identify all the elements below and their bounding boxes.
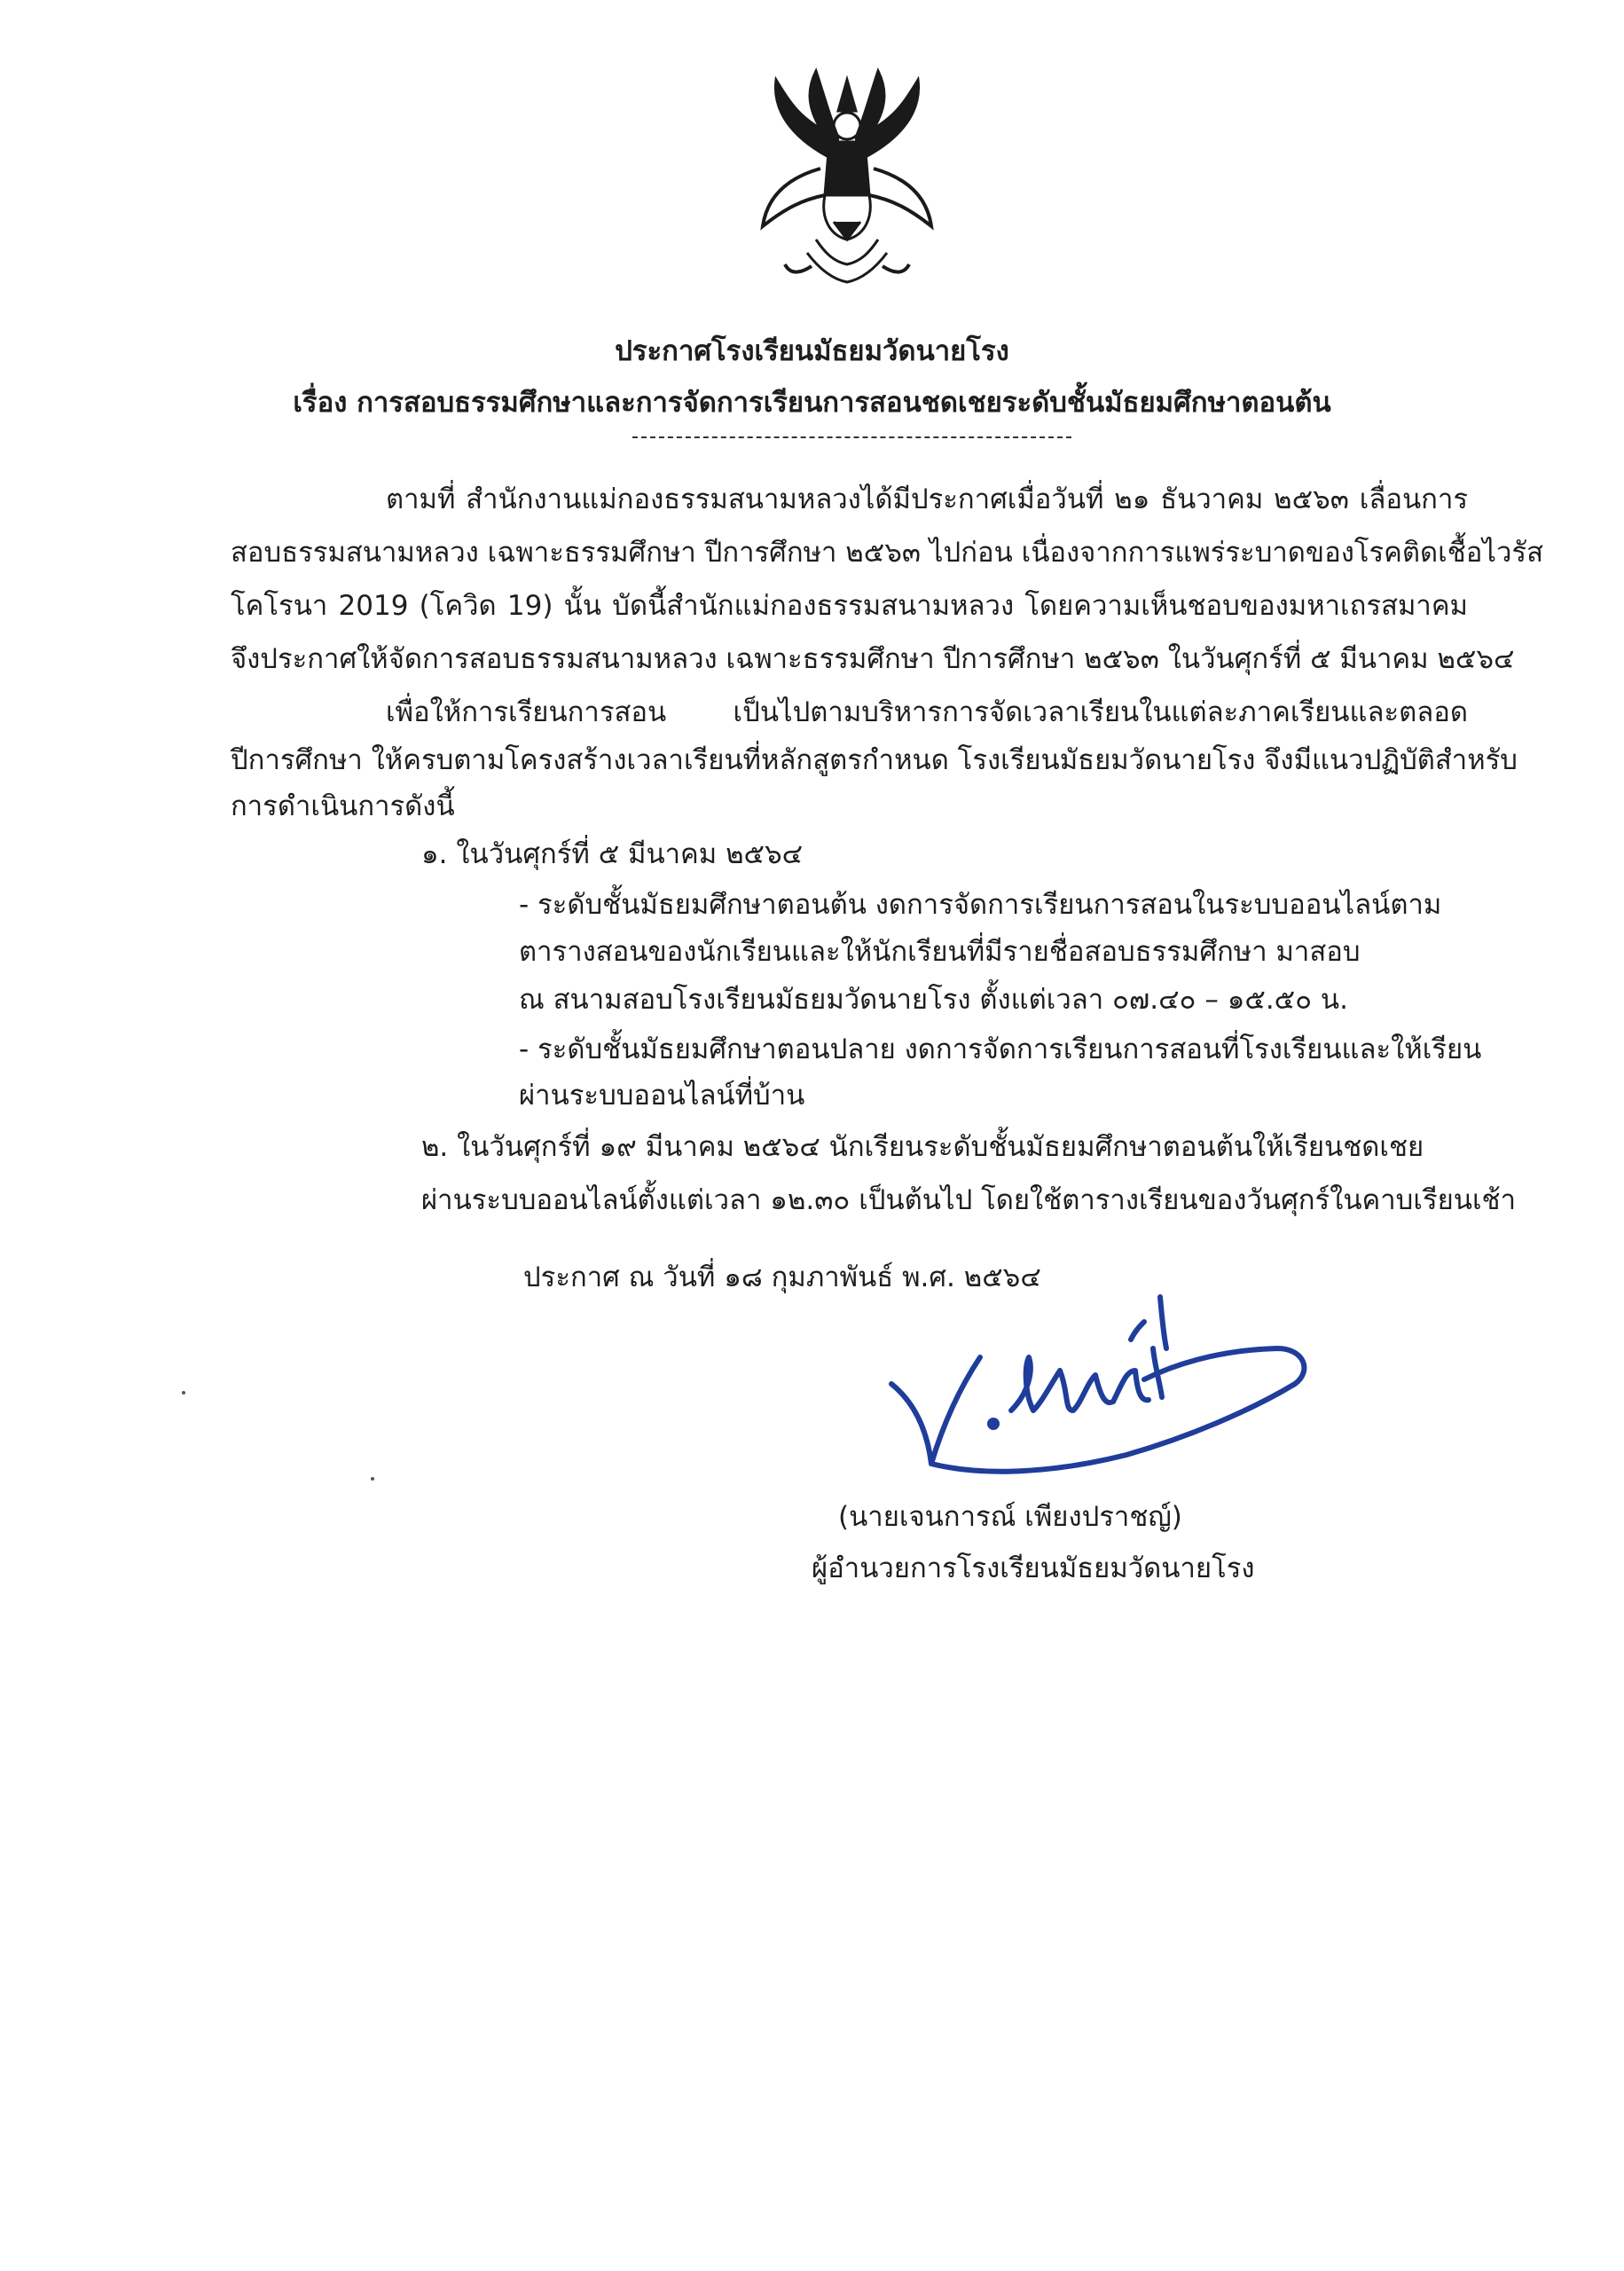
para1-line-1: ตามที่ สำนักงานแม่กองธรรมสนามหลวงได้มีประกาศเมื่อวันที่ ๒๑ ธันวาคม ๒๕๖๓ เลื่อนการ (386, 483, 1468, 515)
garuda-emblem-icon (736, 62, 958, 293)
para1-line-4: จึงประกาศให้จัดการสอบธรรมสนามหลวง เฉพาะธรรมศึกษา ปีการศึกษา ๒๕๖๓ ในวันศุกร์ที่ ๕ มีนาคม ๒๕๖๔ (231, 643, 1515, 675)
divider (632, 436, 1071, 438)
item1-sub1-line-3: ณ สนามสอบโรงเรียนมัธยมวัดนายโรง ตั้งแต่เวลา ๐๗.๔๐ – ๑๕.๕๐ น. (519, 984, 1348, 1016)
announcement-title: ประกาศโรงเรียนมัธยมวัดนายโรง (615, 335, 1009, 367)
item1-sub1-line-1: - ระดับชั้นมัธยมศึกษาตอนต้น งดการจัดการเรียนการสอนในระบบออนไลน์ตาม (519, 889, 1442, 921)
paper-speck (182, 1391, 185, 1395)
item1-sub1-line-2: ตารางสอนของนักเรียนและให้นักเรียนที่มีรายชื่อสอบธรรมศึกษา มาสอบ (519, 936, 1361, 968)
item1-heading: ๑. ในวันศุกร์ที่ ๕ มีนาคม ๒๕๖๔ (421, 838, 804, 870)
signature-icon (878, 1286, 1322, 1499)
announcement-subject: เรื่อง การสอบธรรมศึกษาและการจัดการเรียนการสอนชดเชยระดับชั้นมัธยมศึกษาตอนต้น (293, 387, 1331, 419)
item2-line-2: ผ่านระบบออนไลน์ตั้งแต่เวลา ๑๒.๓๐ เป็นต้นไป โดยใช้ตารางเรียนของวันศุกร์ในคาบเรียนเช้า (421, 1184, 1517, 1216)
para2-line-3: การดำเนินการดังนี้ (231, 790, 455, 822)
paper-speck (371, 1477, 374, 1481)
item2-line-1: ๒. ในวันศุกร์ที่ ๑๙ มีนาคม ๒๕๖๔ นักเรียนระดับชั้นมัธยมศึกษาตอนต้นให้เรียนชดเชย (421, 1131, 1424, 1163)
para1-line-2: สอบธรรมสนามหลวง เฉพาะธรรมศึกษา ปีการศึกษา ๒๕๖๓ ไปก่อน เนื่องจากการแพร่ระบาดของโรคติดเชื้อไวรัส (231, 537, 1543, 569)
signatory-position: ผู้อำนวยการโรงเรียนมัธยมวัดนายโรง (812, 1552, 1255, 1584)
signatory-name: (นายเจนการณ์ เพียงปราชญ์) (838, 1501, 1182, 1533)
item1-sub2-line-1: - ระดับชั้นมัธยมศึกษาตอนปลาย งดการจัดการเรียนการสอนที่โรงเรียนและให้เรียน (519, 1033, 1482, 1065)
para2-line-2: ปีการศึกษา ให้ครบตามโครงสร้างเวลาเรียนที่หลักสูตรกำหนด โรงเรียนมัธยมวัดนายโรง จึงมีแนวปฏิบัติสำหรับ (231, 744, 1518, 776)
para2-line-1: เพื่อให้การเรียนการสอน เป็นไปตามบริหารการจัดเวลาเรียนในแต่ละภาคเรียนและตลอด (386, 696, 1468, 728)
announcement-date: ประกาศ ณ วันที่ ๑๘ กุมภาพันธ์ พ.ศ. ๒๕๖๔ (523, 1261, 1041, 1293)
para1-line-3: โคโรนา 2019 (โควิด 19) นั้น บัดนี้สำนักแม่กองธรรมสนามหลวง โดยความเห็นชอบของมหาเถรสมาคม (231, 590, 1468, 622)
item1-sub2-line-2: ผ่านระบบออนไลน์ที่บ้าน (519, 1080, 805, 1112)
